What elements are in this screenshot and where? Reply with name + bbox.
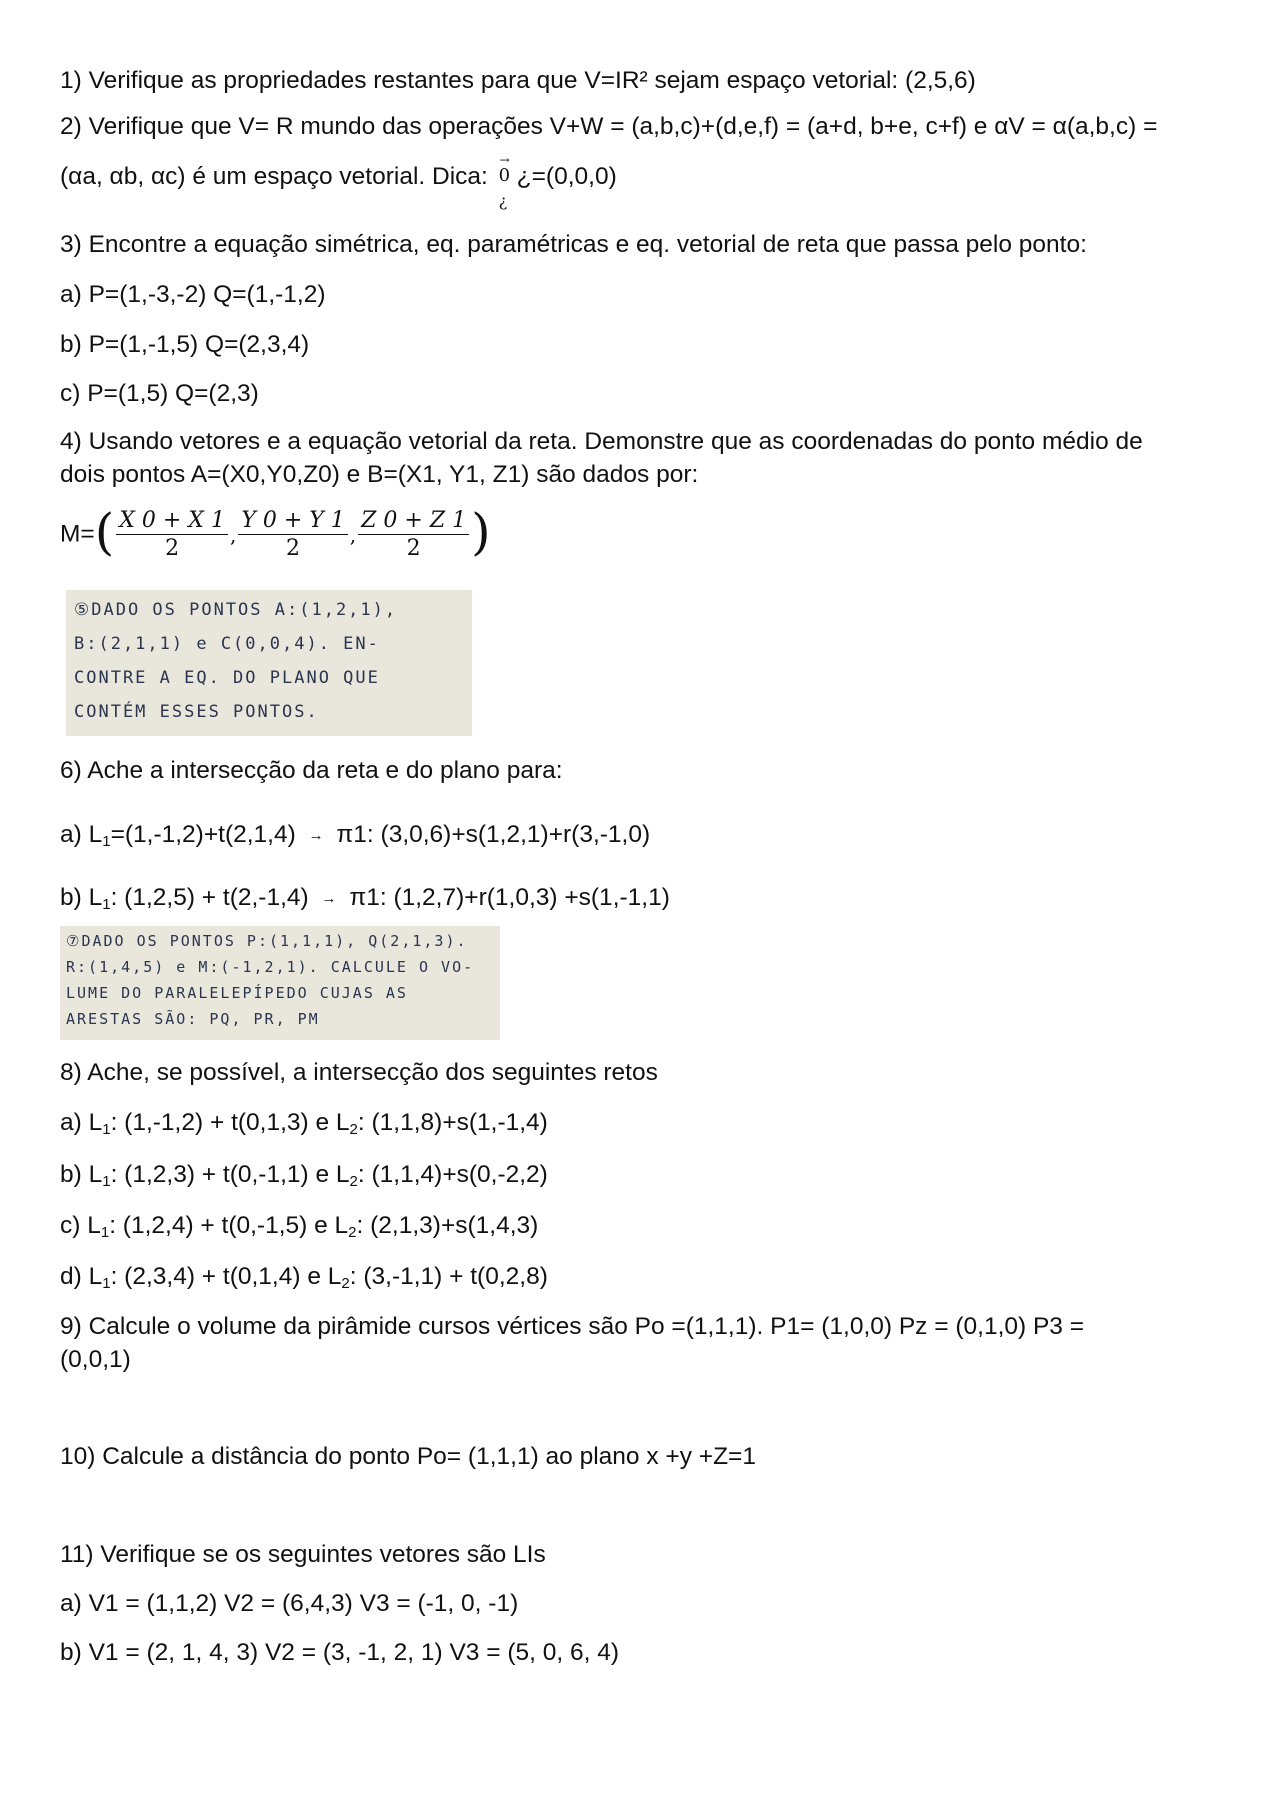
question-3a: a) P=(1,-3,-2) Q=(1,-1,2) xyxy=(60,281,326,308)
handwritten-question-5-image xyxy=(66,590,472,736)
subscript: 2 xyxy=(348,1224,357,1241)
q6b-line: : (1,2,5) + t(2,-1,4) xyxy=(110,884,309,911)
q6a-plane: π1: (3,0,6)+s(1,2,1)+r(3,-1,0) xyxy=(336,821,651,848)
subscript: 1 xyxy=(102,833,111,850)
question-9-line-1: 9) Calcule o volume da pirâmide cursos vértices são Po =(1,1,1). P1= (1,0,0) Pz = (0,1,0) P3 = xyxy=(60,1313,1085,1340)
question-6a xyxy=(60,820,650,852)
fraction-y xyxy=(238,509,347,561)
fraction-z xyxy=(358,509,469,561)
question-2-line-2 xyxy=(60,152,617,210)
q6a-line: =(1,-1,2)+t(2,1,4) xyxy=(110,821,296,848)
q8b-line-2: : (1,1,4)+s(0,-2,2) xyxy=(357,1161,548,1188)
question-3b: b) P=(1,-1,5) Q=(2,3,4) xyxy=(60,331,310,358)
fraction-x-numerator: X 0 + X 1 xyxy=(116,509,228,535)
q8a-line-2: : (1,1,8)+s(1,-1,4) xyxy=(357,1109,548,1136)
hw5-line-3: CONTRE A EQ. DO PLANO QUE xyxy=(74,668,380,688)
question-1: 1) Verifique as propriedades restantes para que V=IR² sejam espaço vetorial: (2,5,6) xyxy=(60,67,976,94)
question-6: 6) Ache a intersecção da reta e do plano para: xyxy=(60,757,563,784)
hw5-line-4: CONTÉM ESSES PONTOS. xyxy=(74,702,319,722)
comma: , xyxy=(349,522,357,547)
fraction-x xyxy=(116,509,228,561)
subscript: 2 xyxy=(349,1121,358,1138)
open-paren: ( xyxy=(94,503,115,561)
hw7-line-1: ⑦DADO OS PONTOS P:(1,1,1), Q(2,1,3). xyxy=(66,932,468,950)
comma: , xyxy=(229,522,237,547)
question-4-line-1: 4) Usando vetores e a equação vetorial da reta. Demonstre que as coordenadas do ponto médio de xyxy=(60,428,1143,455)
fraction-y-numerator: Y 0 + Y 1 xyxy=(238,509,347,535)
question-8d xyxy=(60,1262,548,1294)
zero-vector-symbol xyxy=(495,152,517,210)
question-2-line-1: 2) Verifique que V= R mundo das operações V+W = (a,b,c)+(d,e,f) = (a+d, b+e, c+f) e αV = α(a,b,c) = xyxy=(60,113,1158,140)
fraction-z-denominator: 2 xyxy=(406,536,421,562)
q8c-line-2: : (2,1,3)+s(1,4,3) xyxy=(356,1212,539,1239)
hw7-line-2: R:(1,4,5) e M:(-1,2,1). CALCULE O VO- xyxy=(66,958,475,976)
subscript: 1 xyxy=(102,1275,111,1292)
close-paren: ) xyxy=(471,503,491,561)
zero-digit: 0 xyxy=(498,164,511,186)
fraction-y-denominator: 2 xyxy=(286,536,301,562)
q8d-line-2: : (3,-1,1) + t(0,2,8) xyxy=(349,1263,548,1290)
fraction-z-numerator: Z 0 + Z 1 xyxy=(358,509,469,535)
question-11a: a) V1 = (1,1,2) V2 = (6,4,3) V3 = (-1, 0, -1) xyxy=(60,1590,519,1617)
question-8b xyxy=(60,1160,548,1192)
q8a-prefix: a) L xyxy=(60,1109,103,1136)
q6b-plane: π1: (1,2,7)+r(1,0,3) +s(1,-1,1) xyxy=(349,884,670,911)
q8b-prefix: b) L xyxy=(60,1161,103,1188)
question-8a xyxy=(60,1108,548,1140)
zero-placeholder: ¿ xyxy=(498,190,508,210)
subscript: 1 xyxy=(102,1121,111,1138)
q8c-prefix: c) L xyxy=(60,1212,101,1239)
vector-arrow: → xyxy=(499,152,510,167)
question-3: 3) Encontre a equação simétrica, eq. paramétricas e eq. vetorial de reta que passa pelo ponto: xyxy=(60,231,1087,258)
handwritten-question-7-image xyxy=(60,926,500,1040)
question-6b xyxy=(60,883,670,915)
midpoint-label: M= xyxy=(60,520,95,548)
q8d-line-1: : (2,3,4) + t(0,1,4) e L xyxy=(110,1263,342,1290)
question-2-hint: ¿=(0,0,0) xyxy=(516,163,617,190)
hw7-line-3: LUME DO PARALELEPÍPEDO CUJAS AS xyxy=(66,984,408,1002)
question-2-text: (αa, αb, αc) é um espaço vetorial. Dica: xyxy=(60,163,488,190)
q6b-prefix: b) L xyxy=(60,884,103,911)
question-11b: b) V1 = (2, 1, 4, 3) V2 = (3, -1, 2, 1) V3 = (5, 0, 6, 4) xyxy=(60,1639,620,1666)
question-4-line-2: dois pontos A=(X0,Y0,Z0) e B=(X1, Y1, Z1) são dados por: xyxy=(60,461,699,488)
q8d-prefix: d) L xyxy=(60,1263,103,1290)
subscript: 1 xyxy=(102,896,111,913)
question-3c: c) P=(1,5) Q=(2,3) xyxy=(60,380,259,407)
question-8: 8) Ache, se possível, a intersecção dos seguintes retos xyxy=(60,1059,658,1086)
subscript: 1 xyxy=(100,1224,110,1241)
midpoint-formula xyxy=(60,504,491,567)
subscript: 1 xyxy=(102,1173,111,1190)
hw7-line-4: ARESTAS SÃO: PQ, PR, PM xyxy=(66,1010,320,1028)
question-8c xyxy=(60,1211,538,1243)
hw5-line-2: B:(2,1,1) e C(0,0,4). EN- xyxy=(74,634,380,654)
q8a-line-1: : (1,-1,2) + t(0,1,3) e L xyxy=(110,1109,350,1136)
hw5-line-1: ⑤DADO OS PONTOS A:(1,2,1), xyxy=(74,600,398,620)
subscript: 2 xyxy=(341,1275,350,1292)
subscript: 2 xyxy=(349,1173,358,1190)
arrow-icon: → xyxy=(308,827,324,844)
question-9-line-2: (0,0,1) xyxy=(60,1346,131,1373)
fraction-x-denominator: 2 xyxy=(165,536,180,562)
question-10: 10) Calcule a distância do ponto Po= (1,1,1) ao plano x +y +Z=1 xyxy=(60,1443,756,1470)
question-11: 11) Verifique se os seguintes vetores são LIs xyxy=(60,1541,546,1568)
arrow-icon: → xyxy=(321,890,337,907)
q8b-line-1: : (1,2,3) + t(0,-1,1) e L xyxy=(110,1161,350,1188)
q8c-line-1: : (1,2,4) + t(0,-1,5) e L xyxy=(109,1212,349,1239)
q6a-prefix: a) L xyxy=(60,821,103,848)
